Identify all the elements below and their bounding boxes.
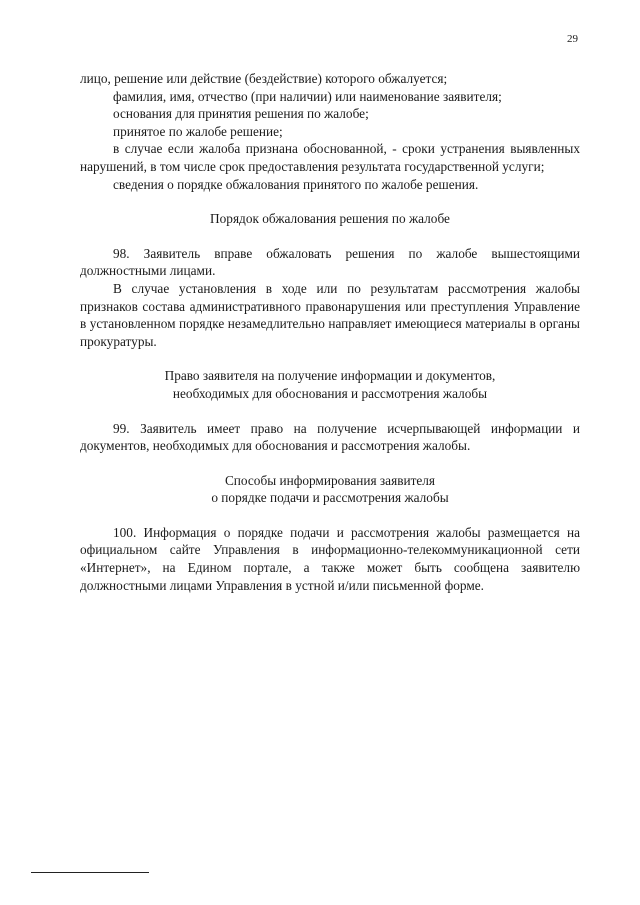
section-heading-informing-line1: Способы информирования заявителя [224,472,436,488]
paragraph-98-prosecutor: В случае установления в ходе или по результатам рассмотрения жалобы признаков состава административного правонарушения или преступления Управление в установленном порядке незамедлительно направляет имеющиеся материалы в органы прокуратуры. [80,280,580,349]
list-item-applicant-name: фамилия, имя, отчество (при наличии) или наименование заявителя; [113,88,502,104]
page-number: 29 [567,33,578,45]
paragraph-99: 99. Заявитель имеет право на получение исчерпывающей информации и документов, необходимых для обоснования и рассмотрения жалобы. [80,420,580,454]
section-heading-rights-line1: Право заявителя на получение информации и документов, [164,368,496,384]
list-item-decision: принятое по жалобе решение; [113,123,283,139]
list-item-grounds: основания для принятия решения по жалобе; [113,106,369,122]
document-body [80,70,580,594]
footnote-rule [31,872,149,873]
paragraph-98: 98. Заявитель вправе обжаловать решения по жалобе вышестоящими должностными лицами. [80,245,580,279]
section-heading-appeal: Порядок обжалования решения по жалобе [210,211,450,227]
list-item-deadlines: в случае если жалоба признана обоснованной, - сроки устранения выявленных нарушений, в том числе срок предоставления результата государственной услуги; [80,141,580,174]
section-heading-rights-line2: необходимых для обоснования и рассмотрения жалобы [172,385,488,401]
list-item-subject: лицо, решение или действие (бездействие) которого обжалуется; [80,71,448,86]
section-heading-informing-line2: о порядке подачи и рассмотрения жалобы [211,490,449,506]
list-item-appeal-procedure: сведения о порядке обжалования принятого по жалобе решения. [113,176,479,192]
paragraph-100: 100. Информация о порядке подачи и рассмотрения жалобы размещается на официальном сайте Управления в информационно-телекоммуникационной сети «Интернет», на Едином портале, а также может быть сообщена заявителю должностными лицами Управления в устной и/или письменной форме. [80,524,580,593]
